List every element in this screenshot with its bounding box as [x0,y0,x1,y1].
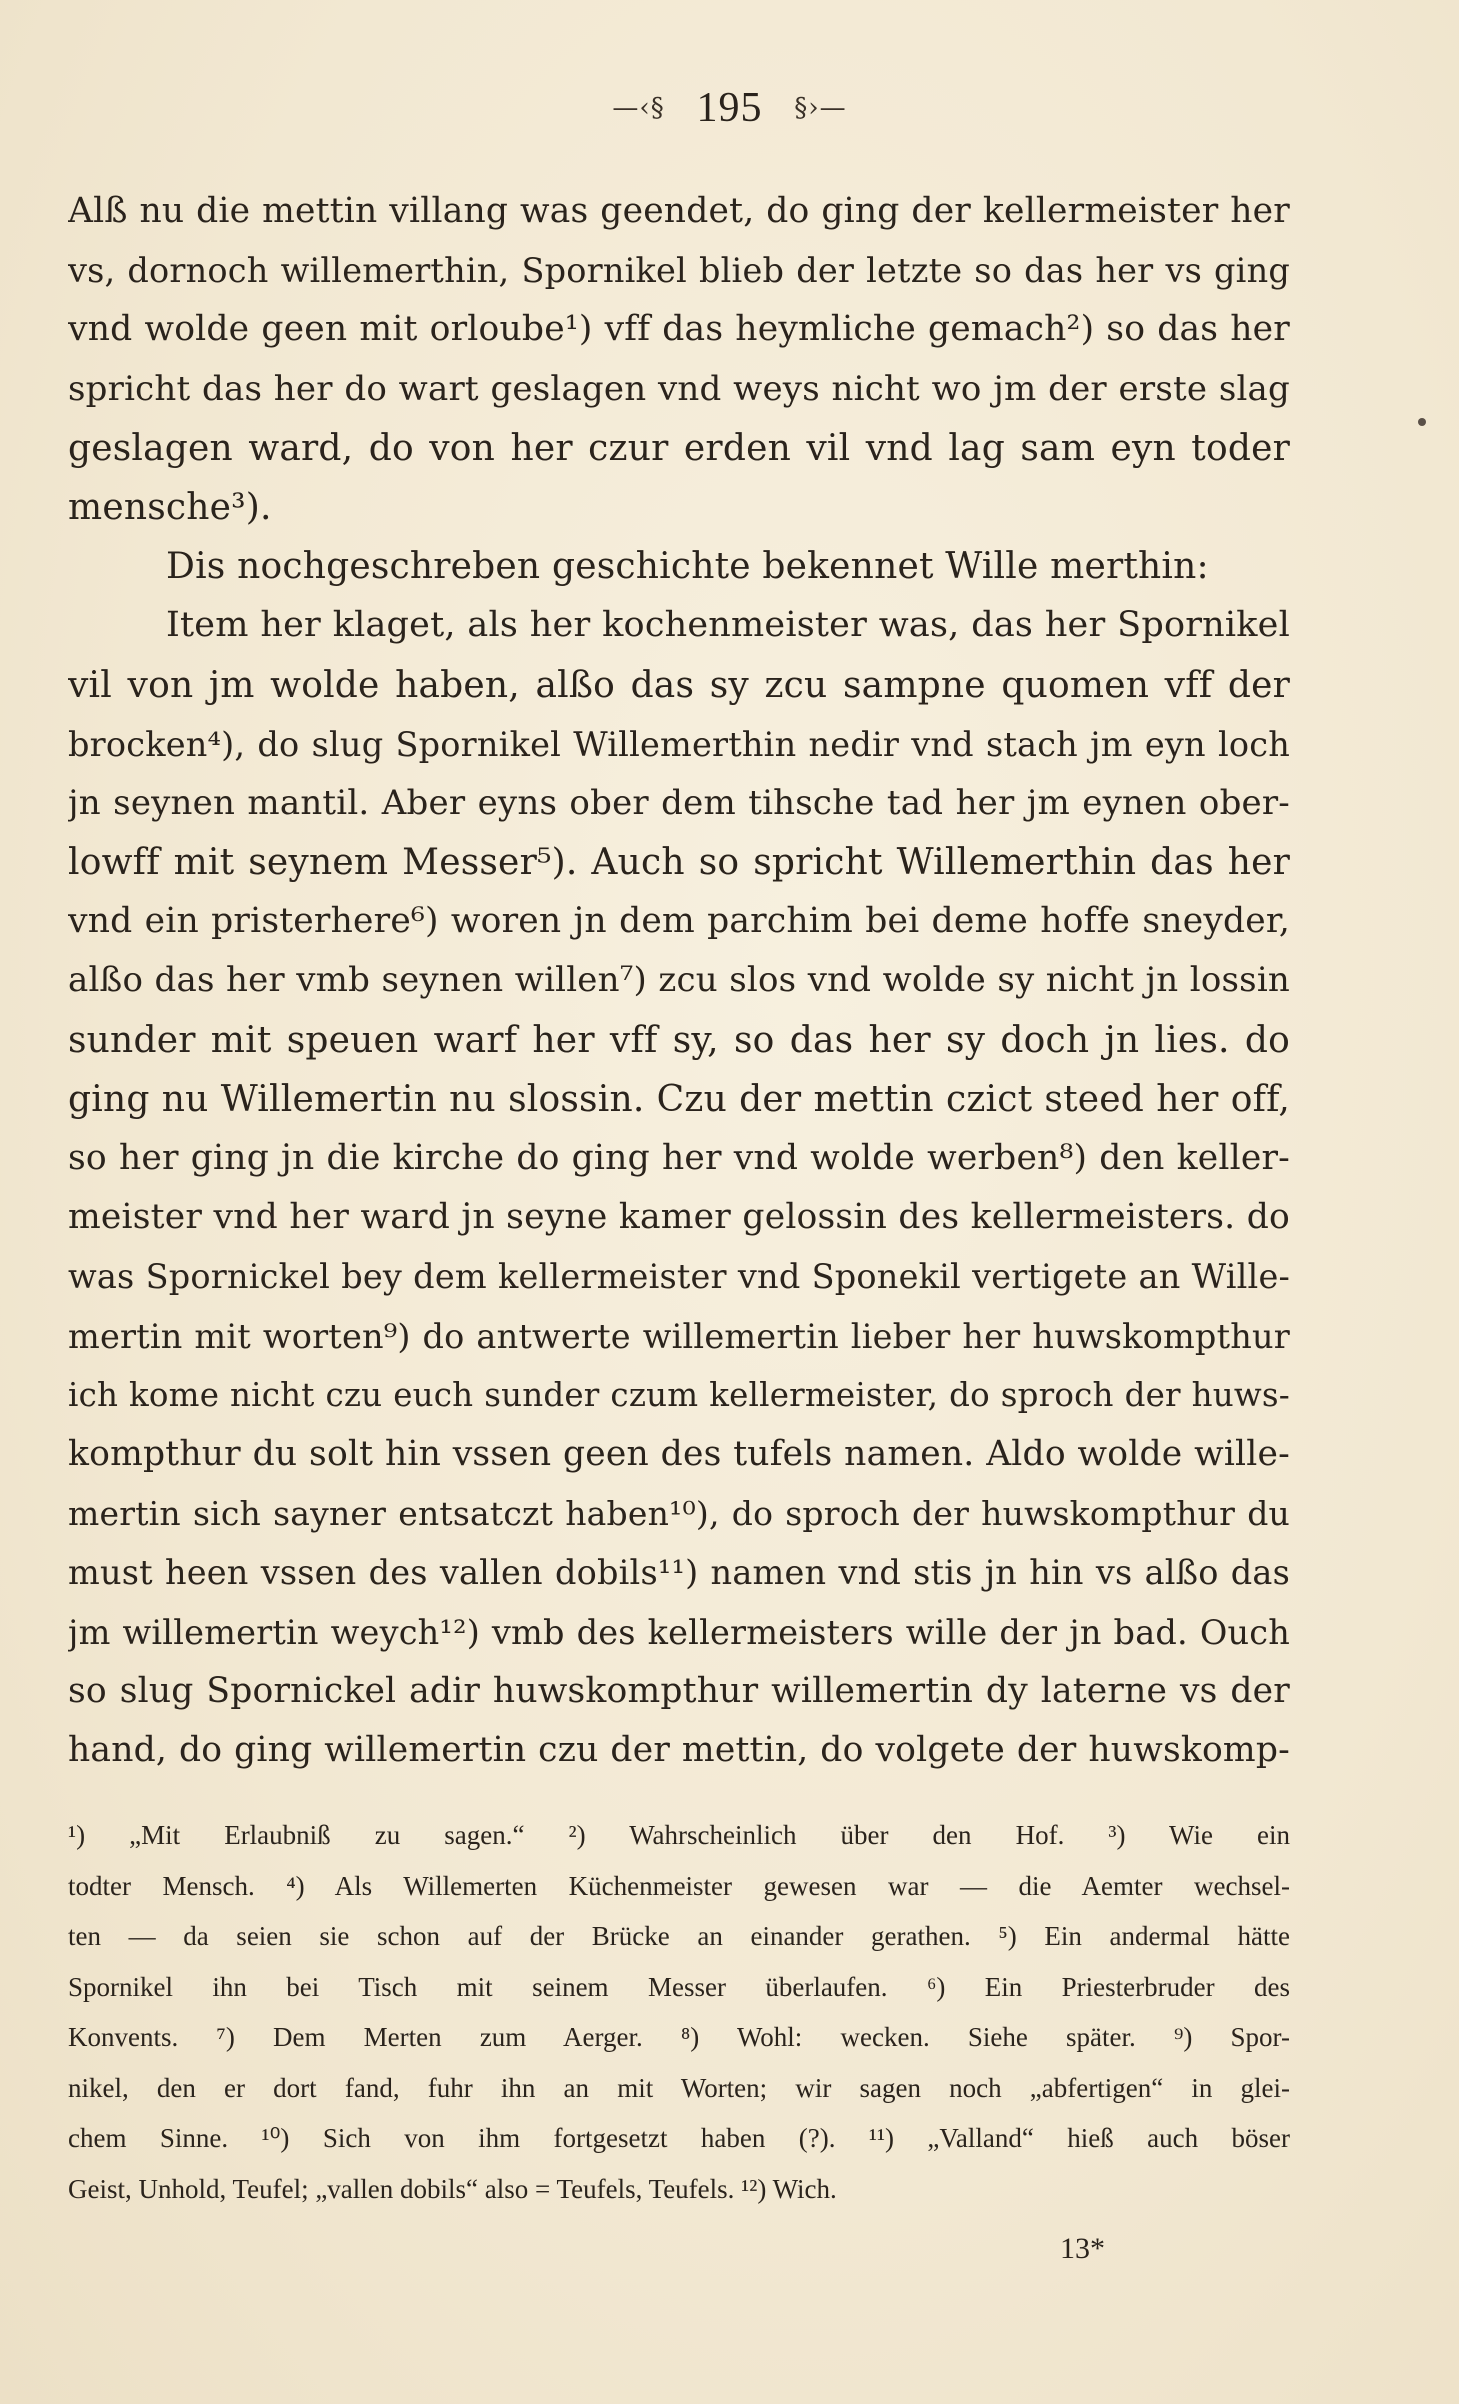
text-line: brocken⁴), do slug Spornikel Willemerthin nedir vnd stach jm eyn loch [68,724,1290,764]
text-line: ich kome nicht czu euch sunder czum kellermeister, do sproch der huws- [68,1375,1290,1414]
footnote-line: Spornikel ihn bei Tisch mit seinem Messer überlaufen. ⁶) Ein Priesterbruder des [68,1971,1290,2002]
text-line: jm willemertin weych¹²) vmb des kellermeisters wille der jn bad. Ouch [68,1612,1290,1652]
section-heading-line: Dis nochgeschreben geschichte bekennet Wille merthin: [166,546,1209,588]
text-line: Item her klaget, als her kochenmeister was, das her Spornikel [166,605,1290,646]
text-line: so slug Spornickel adir huwskompthur willemertin dy laterne vs der [68,1670,1290,1711]
text-line: geslagen ward, do von her czur erden vil vnd lag sam eyn toder [68,427,1290,469]
text-line: lowff mit seynem Messer⁵). Auch so spricht Willemerthin das her [68,842,1290,884]
text-line: vnd wolde geen mit orloube¹) vff das heymliche gemach²) so das her [68,309,1290,350]
text-line: alßo das her vmb seynen willen⁷) zcu slos vnd wolde sy nicht jn lossin [68,960,1290,1001]
text-line: meister vnd her ward jn seyne kamer gelossin des kellermeisters. do [68,1197,1290,1238]
footnote-line: ¹) „Mit Erlaubniß zu sagen.“ ²) Wahrscheinlich über den Hof. ³) Wie ein [68,1820,1290,1850]
header-ornament-right: §›— [794,93,847,123]
text-line: hand, do ging willemertin czu der mettin, do volgete der huwskomp- [68,1729,1290,1770]
footnote-line: nikel, den er dort fand, fuhr ihn an mit Worten; wir sagen noch „abfertigen“ in glei- [68,2072,1290,2103]
footnote-line: todter Mensch. ⁴) Als Willemerten Küchenmeister gewesen war — die Aemter wechsel- [68,1870,1290,1901]
text-line: ging nu Willemertin nu slossin. Czu der mettin czict steed her off, [68,1078,1290,1120]
text-line: mertin sich sayner entsatczt haben¹⁰), do sproch der huwskompthur du [68,1494,1290,1534]
signature-mark: 13* [1060,2232,1105,2265]
text-line: Alß nu die mettin villang was geendet, do ging der kellermeister her [68,191,1290,231]
page-header [0,82,1459,132]
footnote-line: Konvents. ⁷) Dem Merten zum Aerger. ⁸) Wohl: wecken. Siehe später. ⁹) Spor- [68,2022,1290,2052]
text-line: kompthur du solt hin vssen geen des tufels namen. Aldo wolde wille- [68,1433,1290,1474]
text-line: so her ging jn die kirche do ging her vnd wolde werben⁸) den keller- [68,1138,1290,1178]
text-line: was Spornickel bey dem kellermeister vnd Sponekil vertigete an Wille- [68,1257,1290,1297]
text-line: vs, dornoch willemerthin, Spornikel blieb der letzte so das her vs ging [68,251,1290,291]
footnote-line: chem Sinne. ¹⁰) Sich von ihm fortgesetzt haben (?). ¹¹) „Valland“ hieß auch böser [68,2123,1290,2153]
text-line: mertin mit worten⁹) do antwerte willemertin lieber her huwskompthur [68,1316,1290,1356]
text-line: spricht das her do wart geslagen vnd weys nicht wo jm der erste slag [68,368,1290,409]
ink-speck [1418,418,1426,426]
text-line: vnd ein pristerhere⁶) woren jn dem parchim bei deme hoffe sneyder, [68,901,1290,942]
page-number: 195 [696,85,763,131]
main-text [68,182,1290,1780]
text-line: sunder mit speuen warf her vff sy, so das her sy doch jn lies. do [68,1019,1290,1061]
footnote-line: Geist, Unhold, Teufel; „vallen dobils“ also = Teufels, Teufels. ¹²) Wich. [68,2173,837,2204]
header-ornament-left: —‹§ [612,93,665,123]
text-line: mensche³). [68,486,272,528]
footnotes [68,1810,1290,2214]
footnote-line: ten — da seien sie schon auf der Brücke an einander gerathen. ⁵) Ein andermal hätte [68,1921,1290,1951]
text-line: jn seynen mantil. Aber eyns ober dem tihsche tad her jm eynen ober- [68,782,1290,823]
text-line: must heen vssen des vallen dobils¹¹) namen vnd stis jn hin vs alßo das [68,1553,1290,1593]
text-line: vil von jm wolde haben, alßo das sy zcu sampne quomen vff der [68,664,1290,706]
